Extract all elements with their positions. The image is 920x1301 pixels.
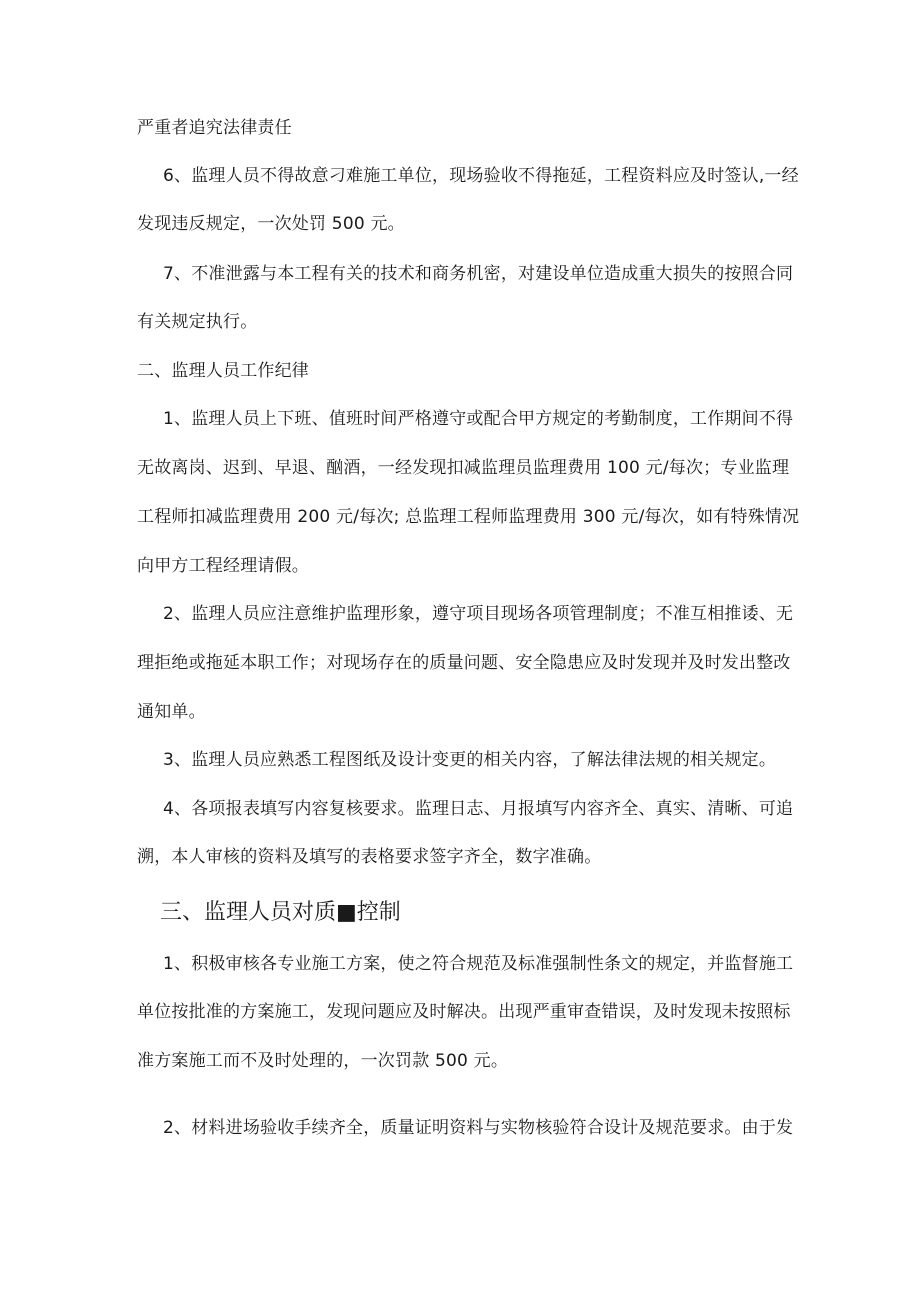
paragraph-line: 溯，本人审核的资料及填写的表格要求签字齐全，数字准确。	[137, 847, 602, 867]
paragraph-line: 7、不准泄露与本工程有关的技术和商务机密，对建设单位造成重大损失的按照合同	[163, 264, 794, 284]
paragraph-line: 4、各项报表填写内容复核要求。监理日志、月报填写内容齐全、真实、清晰、可追	[163, 799, 794, 819]
paragraph-line: 2、监理人员应注意维护监理形象，遵守项目现场各项管理制度；不准互相推诿、无	[163, 604, 794, 624]
paragraph-line: 发现违反规定，一次处罚 500 元。	[137, 214, 405, 234]
paragraph-line: 理拒绝或拖延本职工作；对现场存在的质量问题、安全隐患应及时发现并及时发出整改	[137, 653, 791, 673]
paragraph-line: 工程师扣减监理费用 200 元/每次; 总监理工程师监理费用 300 元/每次，如有特殊情况	[137, 507, 800, 527]
paragraph-line: 有关规定执行。	[137, 312, 258, 332]
section-subheading: 二、监理人员工作纪律	[137, 361, 309, 381]
paragraph-line: 2、材料进场验收手续齐全，质量证明资料与实物核验符合设计及规范要求。由于发	[163, 1118, 794, 1138]
paragraph-line: 3、监理人员应熟悉工程图纸及设计变更的相关内容，了解法律法规的相关规定。	[163, 750, 777, 770]
paragraph-line: 向甲方工程经理请假。	[137, 556, 309, 576]
paragraph-line: 准方案施工而不及时处理的，一次罚款 500 元。	[137, 1051, 509, 1071]
paragraph-line: 1、监理人员上下班、值班时间严格遵守或配合甲方规定的考勤制度，工作期间不得	[163, 409, 794, 429]
paragraph-line: 1、积极审核各专业施工方案，使之符合规范及标准强制性条文的规定，并监督施工	[163, 954, 794, 974]
paragraph-line: 单位按批准的方案施工，发现问题应及时解决。出现严重审查错误，及时发现未按照标	[137, 1002, 791, 1022]
paragraph-line: 严重者追究法律责任	[137, 118, 292, 138]
section-heading: 三、监理人员对质■控制	[160, 900, 401, 925]
paragraph-line: 6、监理人员不得故意刁难施工单位，现场验收不得拖延，工程资料应及时签认,一经	[163, 166, 799, 186]
paragraph-line: 无故离岗、迟到、早退、酗酒，一经发现扣减监理员监理费用 100 元/每次；专业监理	[137, 458, 790, 478]
paragraph-line: 通知单。	[137, 702, 206, 722]
